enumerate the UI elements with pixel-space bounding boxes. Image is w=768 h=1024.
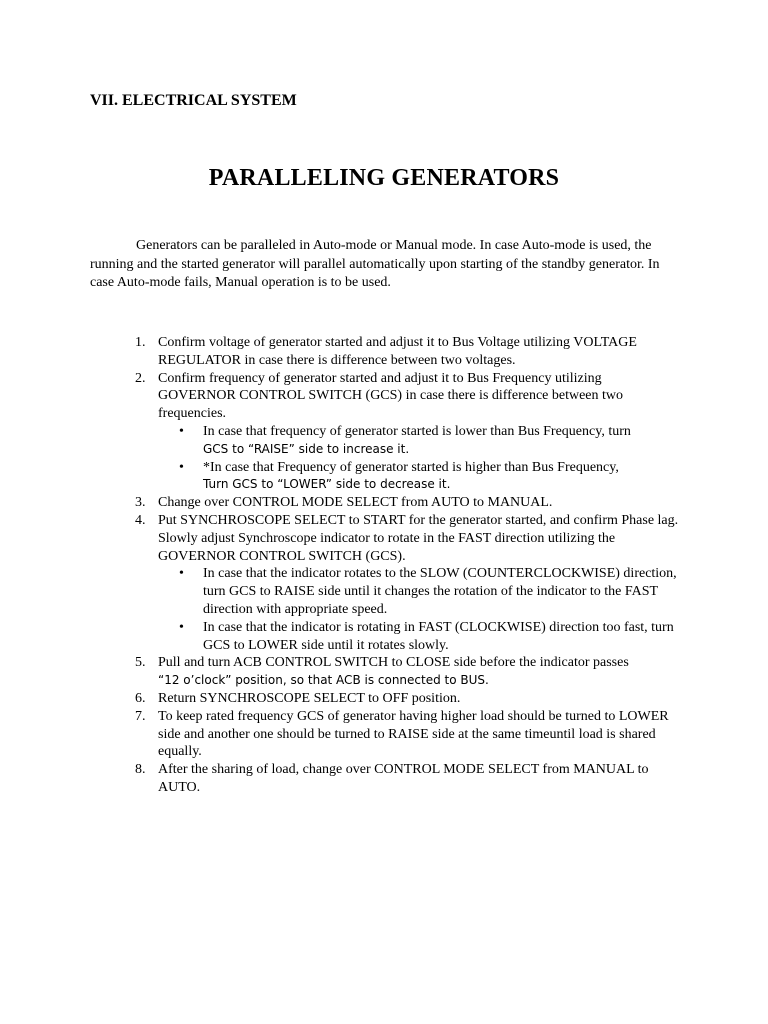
step-text: Confirm voltage of generator started and adjust it to Bus Voltage utilizing VOLTAGE REGULATOR in case there is difference between two voltages. [158, 335, 637, 368]
bullet-text: In case that the indicator rotates to the SLOW (COUNTERCLOCKWISE) direction, turn GCS to RAISE side until it changes the rotation of the indicator to the FAST direction with appropriate speed. [203, 566, 677, 617]
bullet-item [158, 459, 682, 495]
step-text: Confirm frequency of generator started and adjust it to Bus Frequency utilizing GOVERNOR CONTROL SWITCH (GCS) in case there is difference between two frequencies. [158, 370, 624, 422]
step-item [90, 494, 682, 512]
bullet-item [158, 423, 682, 459]
step-number: 5. [135, 655, 146, 671]
step-text: Return SYNCHROSCOPE SELECT to OFF position. [158, 690, 461, 706]
bullet-text: In case that the indicator is rotating in FAST (CLOCKWISE) direction too fast, turn GCS to LOWER side until it rotates slowly. [203, 619, 674, 653]
step-item [90, 708, 682, 761]
step-number: 6. [135, 690, 146, 706]
step-text: Put SYNCHROSCOPE SELECT to START for the generator started, and confirm Phase lag. Slowly adjust Synchroscope indicator to rotate in the FAST direction utilizing the GOVERNOR CONTROL SWITCH (GCS). [158, 512, 679, 564]
bullet-icon: • [179, 459, 184, 475]
step-text: Change over CONTROL MODE SELECT from AUTO to MANUAL. [158, 495, 553, 511]
page-title: PARALLELING GENERATORS [208, 165, 560, 191]
step-bullets [158, 565, 682, 654]
bullet-icon: • [179, 619, 184, 635]
step-text: Pull and turn ACB CONTROL SWITCH to CLOSE side before the indicator passes [158, 655, 629, 671]
bullet-text: *In case that Frequency of generator started is higher than Bus Frequency, [203, 459, 619, 475]
step-number: 2. [135, 370, 146, 386]
bullet-text: In case that frequency of generator started is lower than Bus Frequency, turn [203, 423, 631, 439]
step-number: 1. [135, 335, 146, 350]
step-item [90, 761, 682, 797]
step-item [90, 512, 682, 654]
step-text: After the sharing of load, change over CONTROL MODE SELECT from MANUAL to AUTO. [158, 762, 649, 795]
intro-paragraph: Generators can be paralleled in Auto-mode or Manual mode. In case Auto-mode is used, the running and the started generator will parallel automatically upon starting of the standby generator. In case Auto-mode fails, Manual operation is to be used. [90, 238, 660, 290]
step-item [90, 654, 682, 690]
procedure-steps [90, 334, 682, 797]
bullet-text-continuation: GCS to “RAISE” side to increase it. [203, 441, 410, 456]
step-text: To keep rated frequency GCS of generator having higher load should be turned to LOWER side and another one should be turned to RAISE side at the same timeuntil load is shared equally. [158, 708, 669, 760]
step-number: 7. [135, 708, 146, 724]
step-number: 8. [135, 762, 146, 778]
step-item [90, 690, 682, 708]
step-item [90, 334, 682, 370]
step-item [90, 370, 682, 495]
bullet-icon: • [179, 423, 184, 439]
bullet-item [158, 619, 682, 655]
bullet-text-continuation: Turn GCS to “LOWER” side to decrease it. [203, 477, 451, 492]
section-heading: VII. ELECTRICAL SYSTEM [90, 92, 297, 109]
bullet-icon: • [179, 566, 184, 582]
step-bullets [158, 423, 682, 494]
step-number: 3. [135, 495, 146, 511]
step-number: 4. [135, 512, 146, 528]
step-text-continuation: “12 o’clock” position, so that ACB is connected to BUS. [158, 673, 489, 688]
bullet-item [158, 565, 682, 618]
